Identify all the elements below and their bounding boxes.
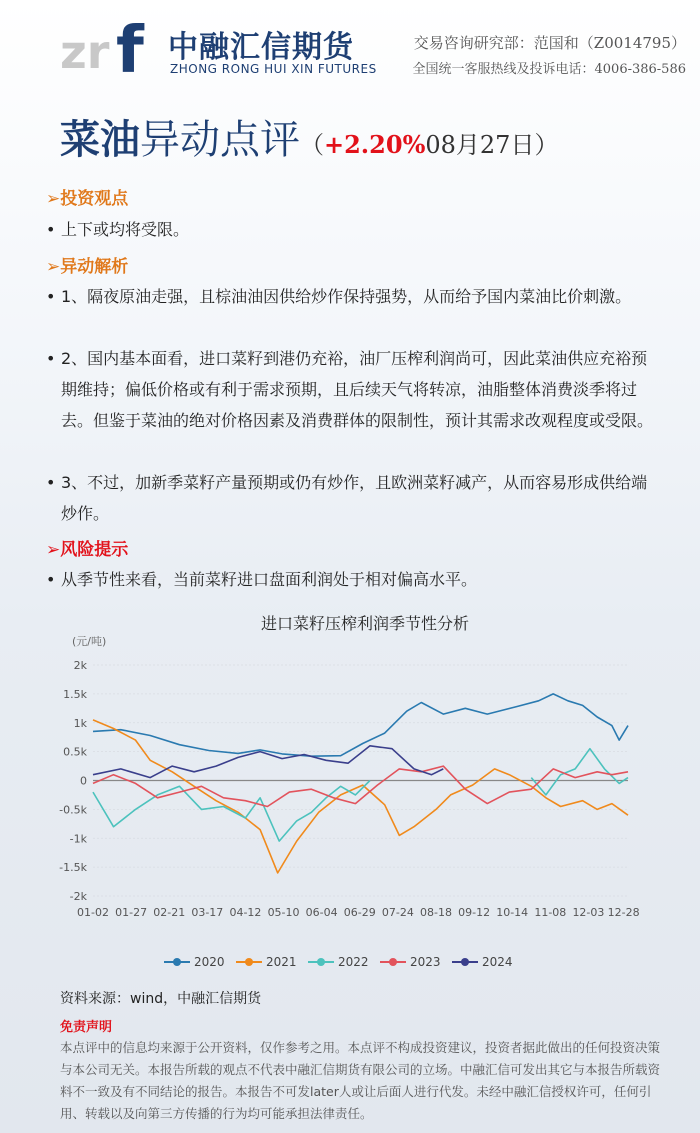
x-tick-label: 09-12: [458, 906, 491, 919]
list-item: • 3、不过，加新季菜籽产量预期或仍有炒作，且欧洲菜籽减产，从而容易形成供给端炒作。: [46, 467, 660, 529]
title-paren-close: ）: [534, 131, 559, 159]
profit-seasonality-chart: [50, 605, 660, 985]
svg-text:f: f: [116, 18, 144, 78]
legend-label: 2023: [410, 955, 441, 969]
y-tick-label: 0: [80, 774, 87, 788]
bullet-icon: •: [46, 220, 56, 239]
hotline-contact: 全国统一客服热线及投诉电话：4006-386-586: [412, 62, 686, 77]
x-tick-label: 12-28: [607, 906, 640, 919]
data-source: 资料来源：wind，中融汇信期货: [60, 991, 262, 1007]
brand-name-en: ZHONG RONG HUI XIN FUTURES: [170, 62, 377, 76]
legend-marker: [173, 958, 181, 966]
x-tick-label: 05-10: [267, 906, 300, 919]
bullet-icon: •: [46, 349, 56, 368]
bullet-icon: •: [46, 287, 56, 306]
y-tick-label: -2k: [69, 890, 87, 903]
title-date: 08月27日: [425, 131, 535, 159]
disclaimer-text: 本点评中的信息均来源于公开资料，仅作参考之用。本点评不构成投资建议，投资者据此做出的任何投资决策与本公司无关。本报告所载的观点不代表中融汇信期货有限公司的立场。中融汇信可发出其它与本报告所载资料不一致及有不同结论的报告。本报告不可发later人或让后面人进行代发。未经中融汇信授权许可，任何引用、转载以及向第三方传播的行为均可能承担法律责任。: [60, 1040, 661, 1121]
y-tick-label: -1.5k: [59, 861, 87, 875]
x-tick-label: 08-18: [420, 906, 452, 919]
legend-marker: [317, 958, 325, 966]
bullet-icon: •: [46, 570, 56, 589]
legend-marker: [461, 958, 469, 966]
x-tick-label: 06-04: [305, 906, 338, 919]
x-tick-label: 12-03: [572, 906, 605, 919]
title-subject: 异动点评: [140, 117, 300, 163]
chart-title: 进口菜籽压榨利润季节性分析: [260, 614, 469, 633]
x-tick-label: 04-12: [229, 906, 262, 919]
header: [0, 0, 700, 95]
series-line-2022: [93, 781, 370, 842]
y-tick-label: -1k: [69, 832, 87, 846]
y-tick-label: 0.5k: [63, 745, 87, 759]
zrf-logo: [60, 18, 160, 78]
svg-text:zr: zr: [60, 25, 110, 78]
x-tick-label: 01-27: [115, 906, 148, 919]
legend-label: 2022: [338, 955, 369, 969]
legend-label: 2020: [194, 955, 225, 969]
chart-container: [50, 605, 660, 985]
x-tick-label: 03-17: [191, 906, 224, 919]
y-axis-label: (元/吨): [72, 635, 107, 648]
section-analysis-title: ➢异动解析: [46, 257, 129, 277]
list-item: • 从季节性来看，当前菜籽进口盘面利润处于相对偏高水平。: [46, 564, 660, 595]
series-line-2020: [93, 694, 628, 756]
y-tick-label: -0.5k: [59, 803, 87, 817]
y-tick-label: 2k: [73, 659, 87, 672]
y-tick-label: 1.5k: [63, 687, 87, 701]
legend-marker: [389, 958, 397, 966]
x-tick-label: 06-29: [343, 906, 376, 919]
brand-name-cn: 中融汇信期货: [168, 30, 354, 65]
page-title: [60, 108, 680, 166]
list-item: • 2、国内基本面看，进口菜籽到港仍充裕，油厂压榨利润尚可，因此菜油供应充裕预期维持；偏低价格或有利于需求预期，且后续天气将转凉，油脂整体消费淡季将过去。但鉴于菜油的绝对价格因素及消费群体的限制性，预计其需求改观程度或受限。: [46, 343, 660, 436]
arrow-right-icon: ➢: [46, 257, 61, 277]
analyst-contact: 交易咨询研究部：范国和（Z0014795）: [413, 34, 686, 52]
bullet-icon: •: [46, 473, 56, 492]
x-tick-label: 02-21: [153, 906, 186, 919]
legend-label: 2024: [482, 955, 513, 969]
list-item: • 1、隔夜原油走强，且棕油油因供给炒作保持强势，从而给予国内菜油比价刺激。: [46, 281, 660, 312]
x-tick-label: 11-08: [534, 906, 567, 919]
disclaimer-title: 免责声明: [60, 1020, 113, 1035]
x-tick-label: 10-14: [496, 906, 529, 919]
x-tick-label: 07-24: [381, 906, 414, 919]
title-change: +2.20%: [324, 130, 426, 159]
title-paren-open: （: [300, 131, 324, 159]
legend-marker: [245, 958, 253, 966]
arrow-right-icon: ➢: [46, 540, 61, 560]
list-item: • 上下或均将受限。: [46, 214, 660, 245]
legend-label: 2021: [266, 955, 297, 969]
series-line-2022: [531, 749, 628, 795]
section-risk-title: ➢风险提示: [46, 540, 129, 560]
x-tick-label: 01-02: [77, 906, 109, 919]
section-view-title: ➢投资观点: [46, 189, 129, 209]
title-commodity: 菜油: [60, 117, 140, 163]
y-tick-label: 1k: [73, 716, 87, 730]
arrow-right-icon: ➢: [46, 189, 61, 209]
